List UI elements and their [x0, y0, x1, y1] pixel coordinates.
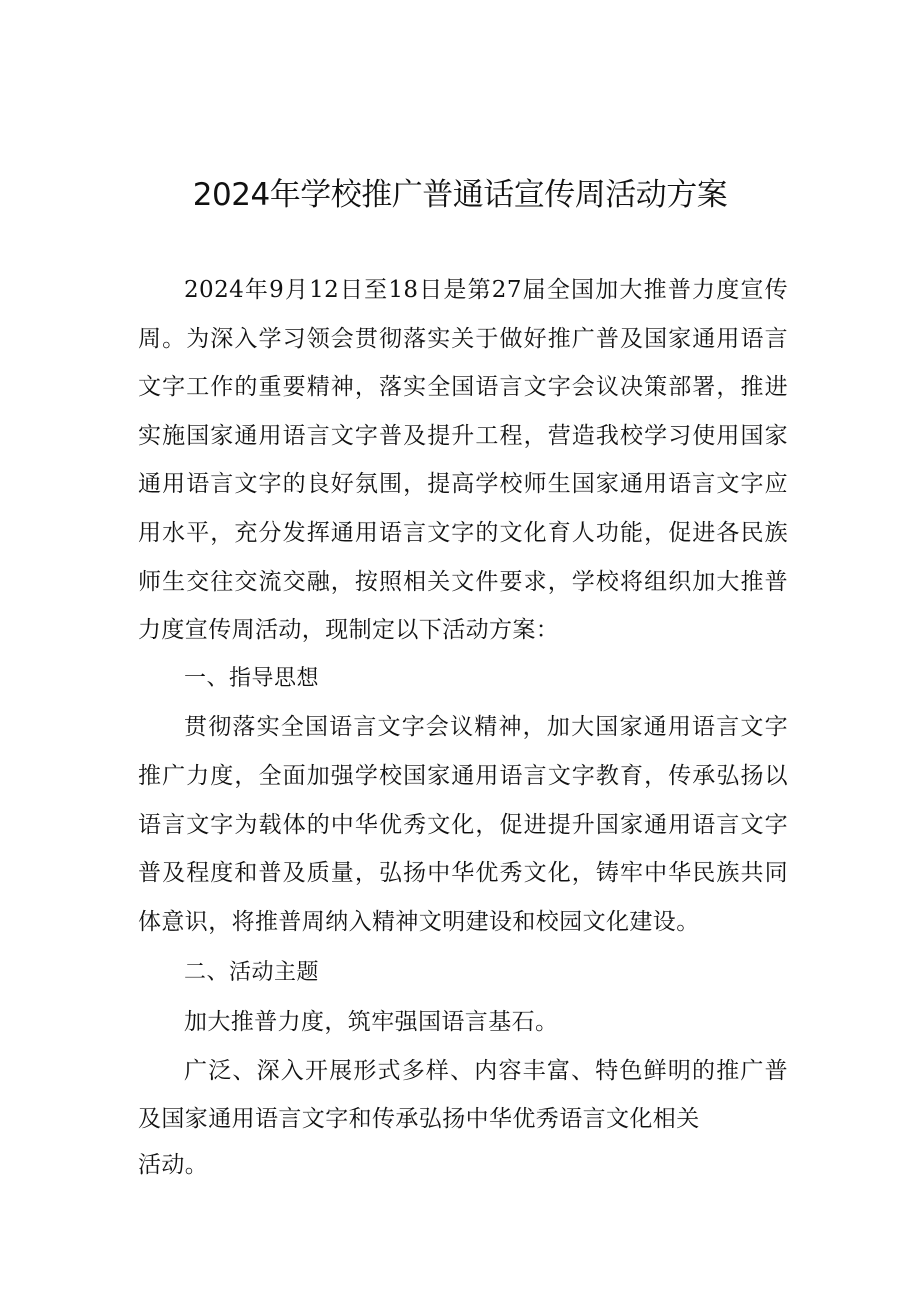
activity-theme-slogan: 加大推普力度，筑牢强国语言基石。 — [184, 1008, 559, 1035]
guiding-ideology-paragraph: 贯彻落实全国语言文字会议精神，加大国家通用语言文字推广力度，全面加强学校国家通用语言文字教育，传承弘扬以语言文字为载体的中华优秀文化，促进提升国家通用语言文字普及程度和普及质量，弘扬中华优秀文化，铸牢中华民族共同体意识，将推普周纳入精神文明建设和校园文化建设。 — [138, 714, 788, 935]
section-heading-activity-theme: 二、活动主题 — [184, 960, 320, 986]
document-body — [138, 266, 788, 1186]
activity-theme-paragraph-tail: 活动。 — [138, 1151, 209, 1178]
section-heading-guiding-ideology: 一、指导思想 — [184, 665, 320, 691]
document-title: 2024年学校推广普通话宣传周活动方案 — [192, 177, 728, 213]
activity-theme-paragraph: 广泛、深入开展形式多样、内容丰富、特色鲜明的推广普及国家通用语言文字和传承弘扬中华优秀语言文化相关 — [138, 1057, 788, 1133]
intro-paragraph: 2024年9月12日至18日是第27届全国加大推普力度宣传周。为深入学习领会贯彻落实关于做好推广普及国家通用语言文字工作的重要精神，落实全国语言文字会议决策部署，推进实施国家通用语言文字普及提升工程，营造我校学习使用国家通用语言文字的良好氛围，提高学校师生国家通用语言文字应用水平，充分发挥通用语言文字的文化育人功能，促进各民族师生交往交流交融，按照相关文件要求，学校将组织加大推普力度宣传周活动，现制定以下活动方案： — [138, 277, 788, 644]
